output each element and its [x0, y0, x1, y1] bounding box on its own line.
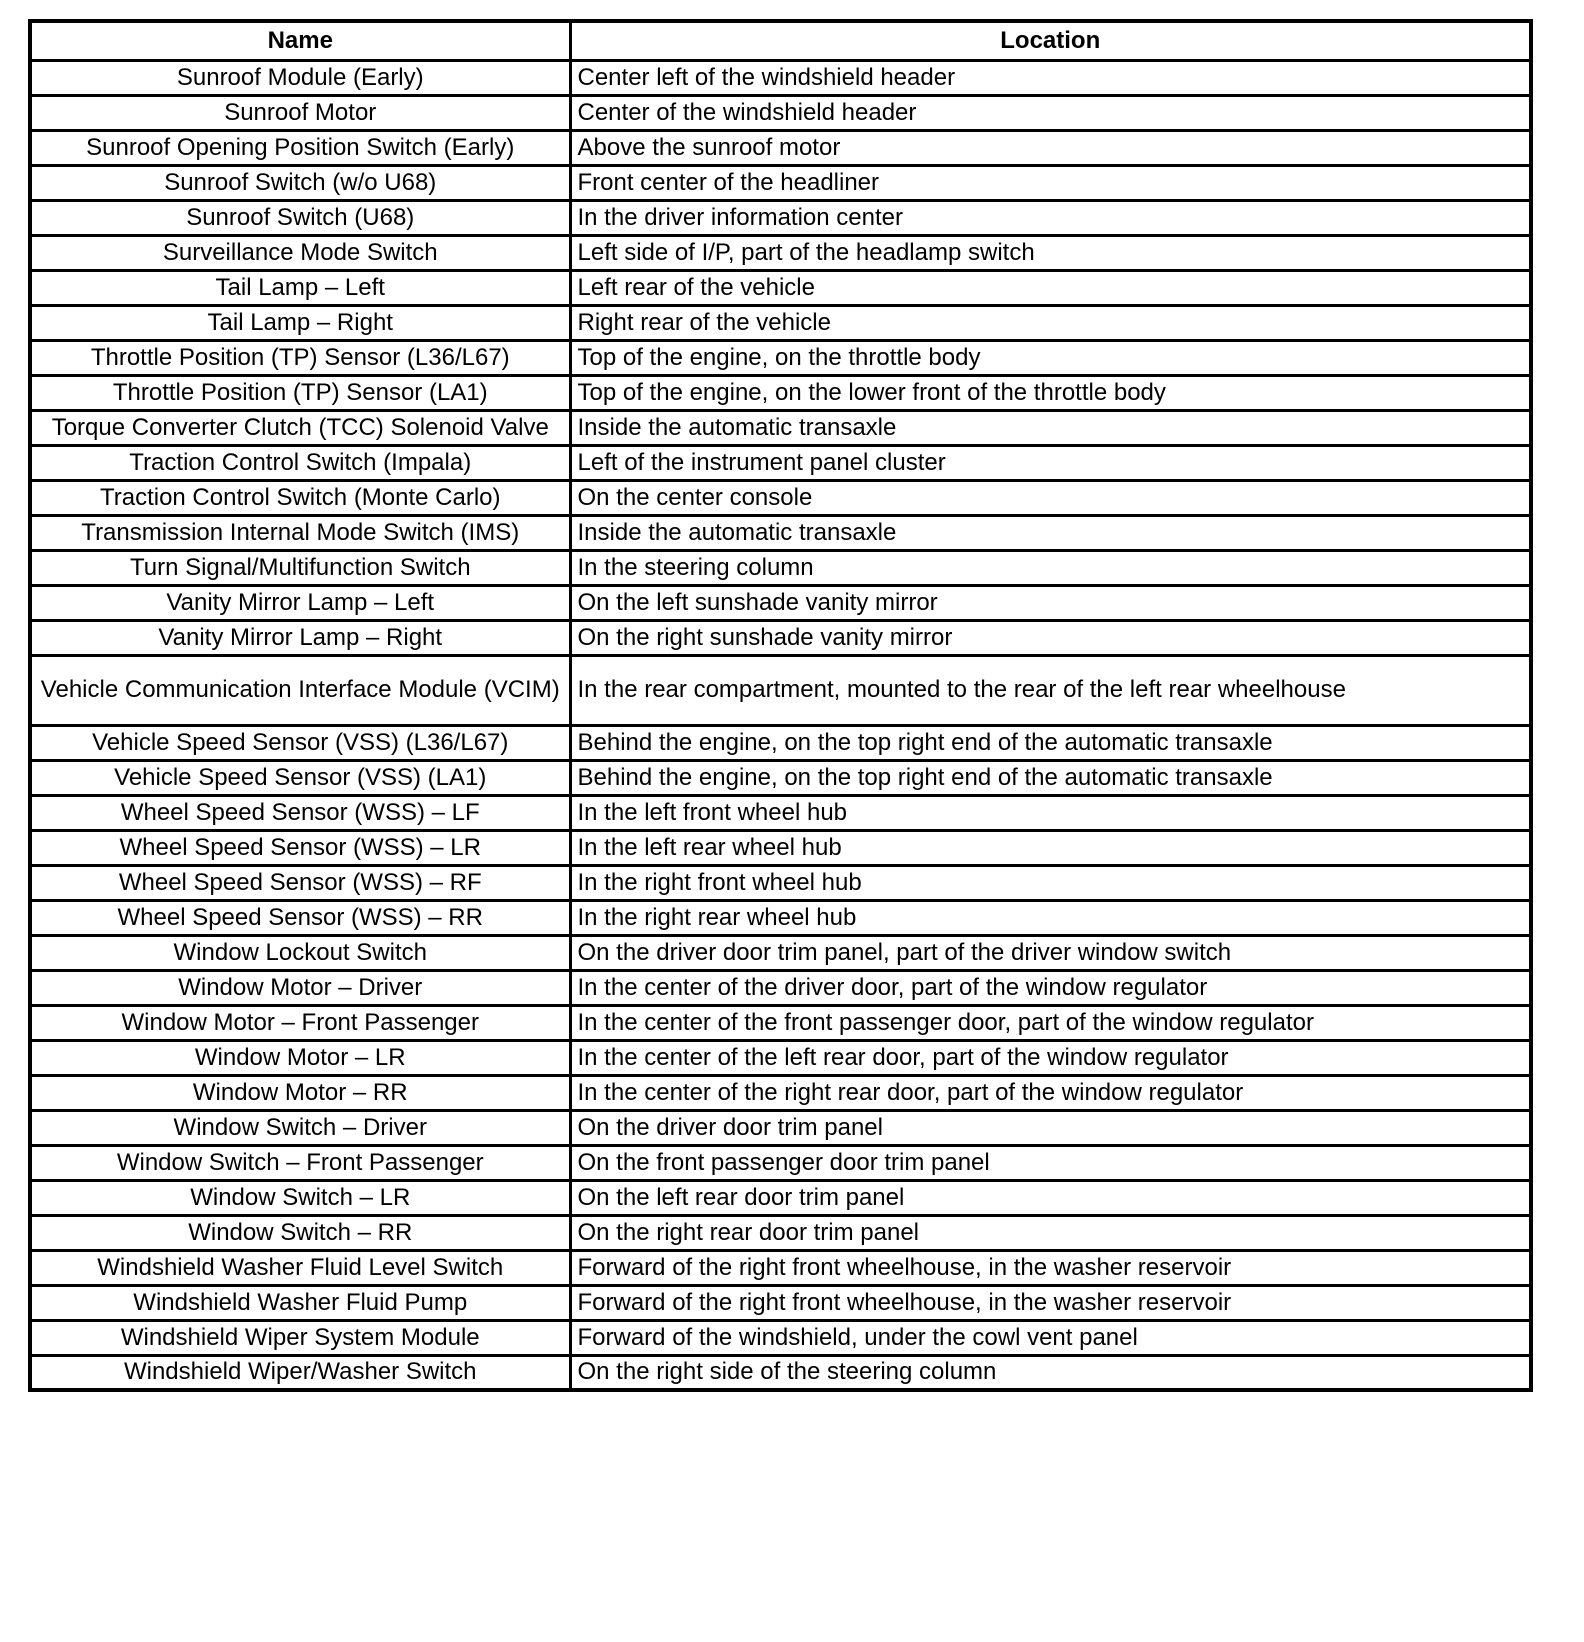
table-row: [30, 830, 1531, 865]
table-row: [30, 410, 1531, 445]
table-row: [30, 865, 1531, 900]
component-location-cell: In the steering column: [570, 550, 1531, 585]
table-row: [30, 200, 1531, 235]
component-name-cell: Vehicle Communication Interface Module (VCIM): [30, 655, 570, 725]
component-name-cell: Wheel Speed Sensor (WSS) – RF: [30, 865, 570, 900]
component-name-cell: Tail Lamp – Left: [30, 270, 570, 305]
component-location-cell: Left rear of the vehicle: [570, 270, 1531, 305]
header-row: [30, 21, 1531, 60]
component-location-cell: On the left rear door trim panel: [570, 1180, 1531, 1215]
component-location-cell: On the center console: [570, 480, 1531, 515]
table-row: [30, 375, 1531, 410]
component-location-cell: In the rear compartment, mounted to the rear of the left rear wheelhouse: [570, 655, 1531, 725]
table-row: [30, 60, 1531, 95]
table-body: [30, 60, 1531, 1390]
component-location-cell: In the right rear wheel hub: [570, 900, 1531, 935]
component-name-cell: Tail Lamp – Right: [30, 305, 570, 340]
table-row: [30, 130, 1531, 165]
component-name-cell: Sunroof Motor: [30, 95, 570, 130]
component-name-cell: Sunroof Module (Early): [30, 60, 570, 95]
table-row: [30, 1040, 1531, 1075]
component-name-cell: Windshield Wiper System Module: [30, 1320, 570, 1355]
component-name-cell: Window Motor – RR: [30, 1075, 570, 1110]
table-row: [30, 235, 1531, 270]
component-location-cell: Behind the engine, on the top right end of the automatic transaxle: [570, 725, 1531, 760]
component-name-cell: Window Motor – Driver: [30, 970, 570, 1005]
component-location-cell: In the driver information center: [570, 200, 1531, 235]
table-row: [30, 1250, 1531, 1285]
component-name-cell: Wheel Speed Sensor (WSS) – LR: [30, 830, 570, 865]
table-row: [30, 935, 1531, 970]
table-row: [30, 1320, 1531, 1355]
component-name-cell: Windshield Washer Fluid Level Switch: [30, 1250, 570, 1285]
component-name-cell: Turn Signal/Multifunction Switch: [30, 550, 570, 585]
table-row: [30, 515, 1531, 550]
component-name-cell: Torque Converter Clutch (TCC) Solenoid Valve: [30, 410, 570, 445]
table-row: [30, 445, 1531, 480]
component-location-cell: Top of the engine, on the lower front of the throttle body: [570, 375, 1531, 410]
component-location-cell: On the driver door trim panel: [570, 1110, 1531, 1145]
component-location-cell: In the left rear wheel hub: [570, 830, 1531, 865]
component-name-cell: Transmission Internal Mode Switch (IMS): [30, 515, 570, 550]
column-header-name: Name: [30, 21, 570, 60]
component-name-cell: Window Switch – Front Passenger: [30, 1145, 570, 1180]
component-name-cell: Windshield Wiper/Washer Switch: [30, 1355, 570, 1390]
table-row: [30, 340, 1531, 375]
component-name-cell: Window Switch – Driver: [30, 1110, 570, 1145]
table-row: [30, 1075, 1531, 1110]
table-row: [30, 795, 1531, 830]
component-location-cell: Right rear of the vehicle: [570, 305, 1531, 340]
component-location-cell: Forward of the right front wheelhouse, in the washer reservoir: [570, 1285, 1531, 1320]
table-row: [30, 480, 1531, 515]
component-location-cell: Behind the engine, on the top right end of the automatic transaxle: [570, 760, 1531, 795]
component-location-cell: Inside the automatic transaxle: [570, 515, 1531, 550]
table-row: [30, 760, 1531, 795]
table-row: [30, 1215, 1531, 1250]
component-name-cell: Sunroof Opening Position Switch (Early): [30, 130, 570, 165]
component-location-cell: Forward of the right front wheelhouse, in the washer reservoir: [570, 1250, 1531, 1285]
component-name-cell: Vanity Mirror Lamp – Left: [30, 585, 570, 620]
table-row: [30, 655, 1531, 725]
table-row: [30, 1180, 1531, 1215]
component-name-cell: Vanity Mirror Lamp – Right: [30, 620, 570, 655]
component-location-cell: Inside the automatic transaxle: [570, 410, 1531, 445]
table-row: [30, 725, 1531, 760]
component-name-cell: Window Motor – LR: [30, 1040, 570, 1075]
component-location-cell: In the center of the left rear door, part of the window regulator: [570, 1040, 1531, 1075]
table-row: [30, 305, 1531, 340]
component-name-cell: Window Motor – Front Passenger: [30, 1005, 570, 1040]
component-location-cell: On the front passenger door trim panel: [570, 1145, 1531, 1180]
component-location-cell: Front center of the headliner: [570, 165, 1531, 200]
component-location-cell: On the right sunshade vanity mirror: [570, 620, 1531, 655]
component-location-cell: On the left sunshade vanity mirror: [570, 585, 1531, 620]
component-name-cell: Vehicle Speed Sensor (VSS) (LA1): [30, 760, 570, 795]
component-location-cell: Above the sunroof motor: [570, 130, 1531, 165]
component-name-cell: Throttle Position (TP) Sensor (L36/L67): [30, 340, 570, 375]
component-name-cell: Surveillance Mode Switch: [30, 235, 570, 270]
table-row: [30, 270, 1531, 305]
component-name-cell: Sunroof Switch (w/o U68): [30, 165, 570, 200]
component-location-cell: On the right rear door trim panel: [570, 1215, 1531, 1250]
table-row: [30, 1110, 1531, 1145]
component-location-cell: On the driver door trim panel, part of the driver window switch: [570, 935, 1531, 970]
component-location-cell: Left side of I/P, part of the headlamp switch: [570, 235, 1531, 270]
component-location-cell: Left of the instrument panel cluster: [570, 445, 1531, 480]
column-header-location: Location: [570, 21, 1531, 60]
table-row: [30, 550, 1531, 585]
component-name-cell: Traction Control Switch (Monte Carlo): [30, 480, 570, 515]
table-row: [30, 165, 1531, 200]
table-row: [30, 1005, 1531, 1040]
component-location-cell: On the right side of the steering column: [570, 1355, 1531, 1390]
table-row: [30, 620, 1531, 655]
component-location-cell: In the right front wheel hub: [570, 865, 1531, 900]
table-row: [30, 970, 1531, 1005]
component-name-cell: Window Lockout Switch: [30, 935, 570, 970]
component-name-cell: Wheel Speed Sensor (WSS) – RR: [30, 900, 570, 935]
component-name-cell: Throttle Position (TP) Sensor (LA1): [30, 375, 570, 410]
component-name-cell: Traction Control Switch (Impala): [30, 445, 570, 480]
component-location-cell: In the center of the driver door, part of the window regulator: [570, 970, 1531, 1005]
component-location-cell: In the center of the front passenger door, part of the window regulator: [570, 1005, 1531, 1040]
component-location-cell: Center left of the windshield header: [570, 60, 1531, 95]
component-name-cell: Vehicle Speed Sensor (VSS) (L36/L67): [30, 725, 570, 760]
table-row: [30, 585, 1531, 620]
component-name-cell: Window Switch – RR: [30, 1215, 570, 1250]
component-location-cell: Top of the engine, on the throttle body: [570, 340, 1531, 375]
table-row: [30, 95, 1531, 130]
component-location-cell: Center of the windshield header: [570, 95, 1531, 130]
table-row: [30, 900, 1531, 935]
component-location-cell: In the left front wheel hub: [570, 795, 1531, 830]
table-row: [30, 1145, 1531, 1180]
component-name-cell: Wheel Speed Sensor (WSS) – LF: [30, 795, 570, 830]
table-row: [30, 1285, 1531, 1320]
component-location-table: [28, 19, 1533, 1392]
component-name-cell: Windshield Washer Fluid Pump: [30, 1285, 570, 1320]
component-name-cell: Window Switch – LR: [30, 1180, 570, 1215]
table-row: [30, 1355, 1531, 1390]
component-name-cell: Sunroof Switch (U68): [30, 200, 570, 235]
component-location-cell: Forward of the windshield, under the cowl vent panel: [570, 1320, 1531, 1355]
component-location-cell: In the center of the right rear door, part of the window regulator: [570, 1075, 1531, 1110]
